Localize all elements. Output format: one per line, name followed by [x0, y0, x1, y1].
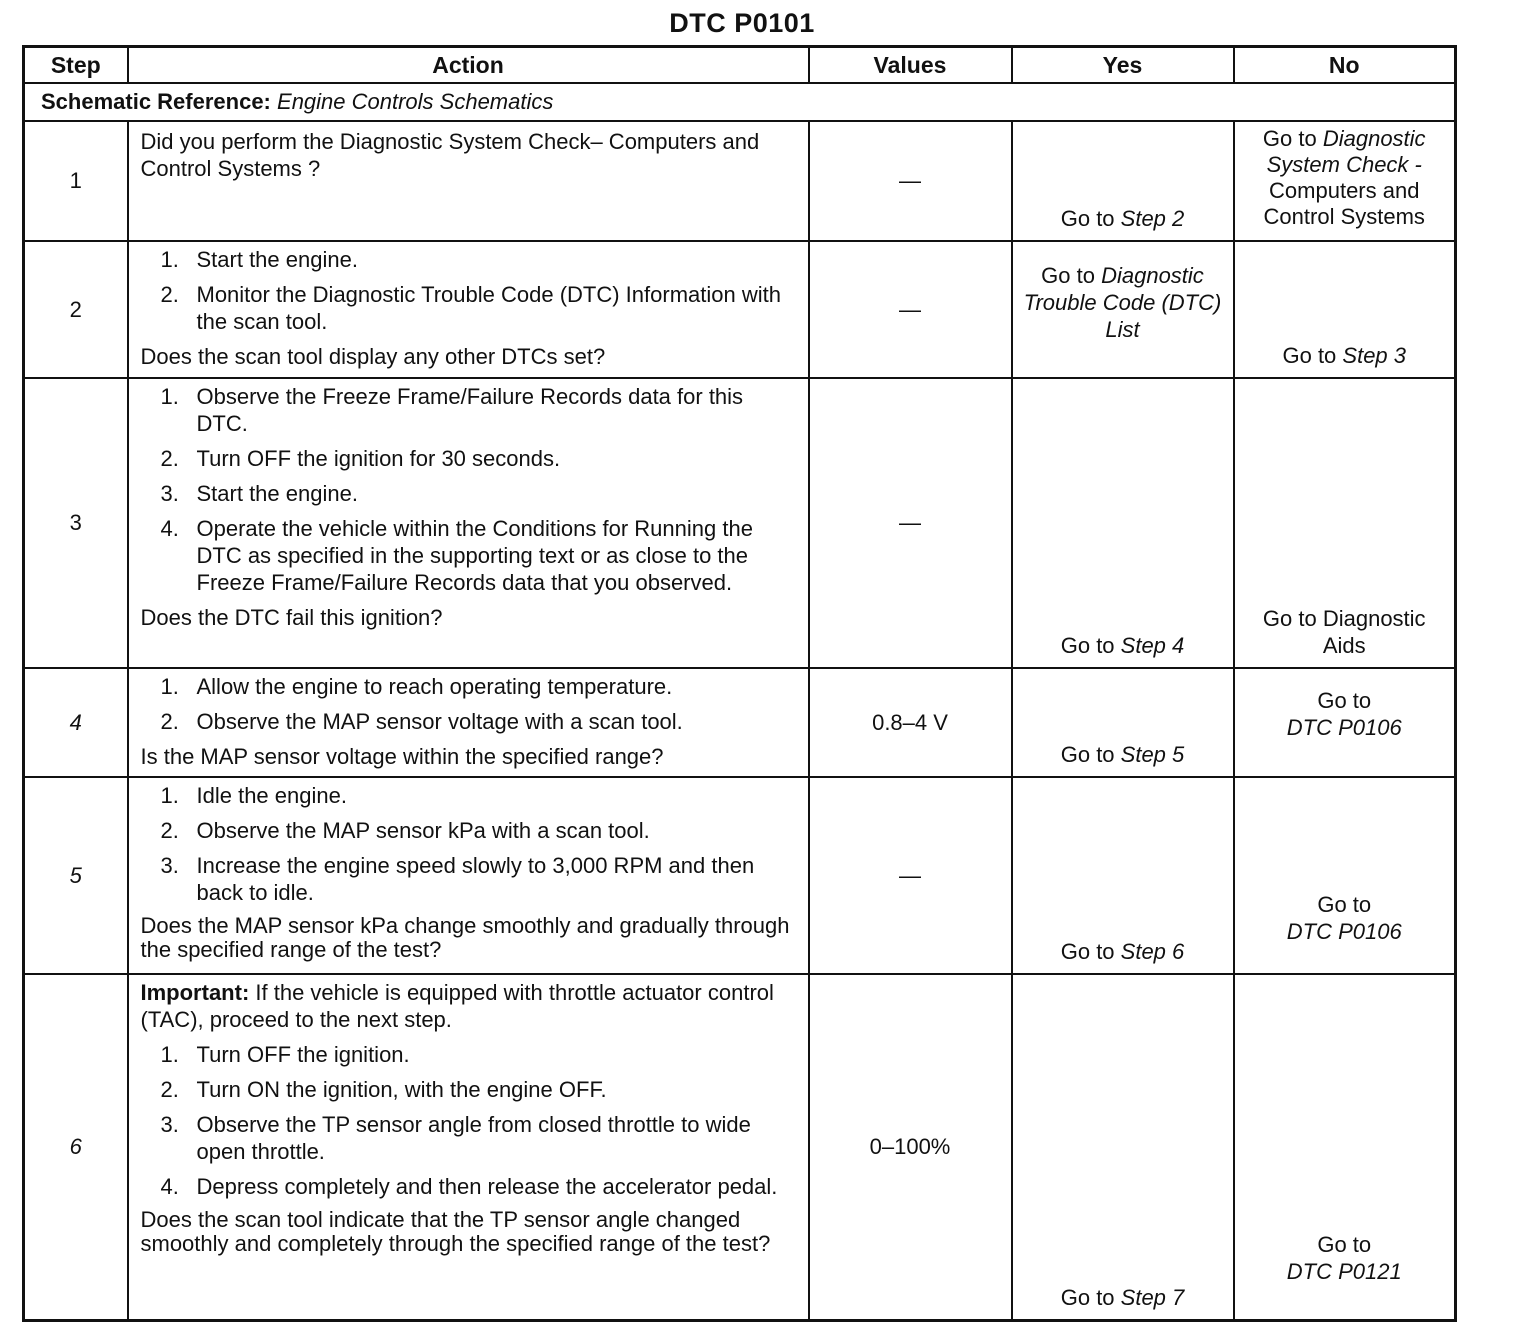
step-number: 2	[24, 241, 128, 378]
action-cell	[128, 777, 809, 974]
action-item: 3. Increase the engine speed slowly to 3,000 RPM and then back to idle.	[160, 853, 755, 905]
yes-prefix: Go to	[1060, 206, 1121, 231]
yes-cell	[1012, 378, 1234, 668]
no-prefix: Go to	[1262, 126, 1323, 151]
document-title: DTC P0101	[669, 8, 815, 38]
schematic-label: Schematic Reference:	[41, 89, 271, 114]
action-item: 1. Allow the engine to reach operating temperature.	[160, 674, 673, 699]
yes-link: Step 4	[1120, 633, 1185, 658]
action-item: 1. Idle the engine.	[160, 783, 347, 808]
action-item: 3. Start the engine.	[160, 481, 358, 506]
header-values: Values	[809, 47, 1012, 84]
no-prefix: Go to	[1317, 1231, 1372, 1257]
table-row	[24, 241, 1456, 378]
no-link: Diagnostic System Check -	[1266, 126, 1426, 177]
table-row	[24, 668, 1456, 777]
schematic-link: Engine Controls Schematics	[277, 89, 554, 114]
step-number: 3	[24, 378, 128, 668]
no-prefix: Go to	[1317, 688, 1372, 713]
yes-cell	[1012, 241, 1234, 378]
yes-prefix: Go to	[1041, 263, 1102, 288]
step-number: 6	[24, 974, 128, 1320]
action-question: Does the scan tool display any other DTCs set?	[140, 344, 606, 369]
action-item: 3. Observe the TP sensor angle from closed throttle to wide open throttle.	[160, 1112, 751, 1164]
yes-link: Step 6	[1120, 939, 1185, 964]
yes-link: Step 7	[1120, 1284, 1185, 1310]
important-note	[141, 979, 800, 1033]
action-item: 4. Operate the vehicle within the Conditions for Running the DTC as specified in the supporting text or as close to the Freeze Frame/Failure Records data that you observed.	[160, 516, 753, 595]
action-item: 2. Observe the MAP sensor kPa with a scan tool.	[160, 818, 650, 843]
yes-link: Diagnostic Trouble Code (DTC) List	[1023, 263, 1222, 342]
yes-link: Step 5	[1120, 742, 1185, 767]
header-yes: Yes	[1012, 47, 1234, 84]
action-item: 1. Turn OFF the ignition.	[160, 1042, 410, 1067]
important-label: Important:	[140, 980, 250, 1005]
action-item: 4. Depress completely and then release the accelerator pedal.	[160, 1174, 778, 1199]
yes-cell	[1012, 121, 1234, 241]
yes-cell	[1012, 974, 1234, 1320]
no-link: Step 3	[1342, 343, 1407, 368]
table-row	[24, 974, 1456, 1320]
no-cell	[1234, 777, 1456, 974]
action-cell	[128, 974, 809, 1320]
values-cell: —	[809, 378, 1012, 668]
table-row	[24, 121, 1456, 241]
action-question: Does the MAP sensor kPa change smoothly and gradually through the specified range of the test?	[140, 913, 790, 962]
no-prefix: Go to	[1282, 343, 1343, 368]
header-step: Step	[24, 47, 128, 84]
dtc-table	[22, 45, 1457, 1322]
no-cell	[1234, 241, 1456, 378]
action-item: 2. Turn OFF the ignition for 30 seconds.	[160, 446, 561, 471]
action-cell	[128, 668, 809, 777]
no-text: Go to Diagnostic Aids	[1262, 606, 1426, 658]
values-cell: —	[809, 777, 1012, 974]
no-cell	[1234, 974, 1456, 1320]
no-cell	[1234, 668, 1456, 777]
yes-prefix: Go to	[1060, 1284, 1121, 1310]
header-row	[24, 47, 1456, 84]
values-cell: —	[809, 121, 1012, 241]
action-question: Does the DTC fail this ignition?	[140, 605, 443, 630]
no-prefix: Go to	[1317, 892, 1372, 917]
action-item: 1. Observe the Freeze Frame/Failure Records data for this DTC.	[160, 384, 744, 436]
no-cell	[1234, 378, 1456, 668]
yes-link: Step 2	[1120, 206, 1185, 231]
action-item: 2. Observe the MAP sensor voltage with a scan tool.	[160, 709, 683, 734]
step-number: 1	[24, 121, 128, 241]
header-action: Action	[128, 47, 809, 84]
header-no: No	[1234, 47, 1456, 84]
values-cell: —	[809, 241, 1012, 378]
action-question: Did you perform the Diagnostic System Check– Computers and Control Systems ?	[140, 129, 760, 181]
yes-cell	[1012, 777, 1234, 974]
no-link: DTC P0121	[1286, 1258, 1402, 1284]
no-link: DTC P0106	[1286, 919, 1402, 944]
step-number: 5	[24, 777, 128, 974]
action-cell	[128, 241, 809, 378]
step-number: 4	[24, 668, 128, 777]
schematic-reference	[24, 83, 1456, 121]
important-text: If the vehicle is equipped with throttle actuator control (TAC), proceed to the next step.	[140, 980, 774, 1032]
yes-cell	[1012, 668, 1234, 777]
values-cell: 0.8–4 V	[809, 668, 1012, 777]
table-row	[24, 378, 1456, 668]
yes-prefix: Go to	[1060, 633, 1121, 658]
action-item: 2. Monitor the Diagnostic Trouble Code (DTC) Information with the scan tool.	[160, 282, 781, 334]
values-cell: 0–100%	[809, 974, 1012, 1320]
yes-prefix: Go to	[1060, 742, 1121, 767]
action-question: Is the MAP sensor voltage within the specified range?	[140, 744, 664, 769]
yes-prefix: Go to	[1060, 939, 1121, 964]
action-cell	[128, 378, 809, 668]
action-cell	[128, 121, 809, 241]
table-row	[24, 777, 1456, 974]
schematic-row	[24, 83, 1456, 121]
no-link: DTC P0106	[1286, 715, 1402, 740]
no-cell	[1234, 121, 1456, 241]
action-item: 1. Start the engine.	[160, 247, 358, 272]
action-question: Does the scan tool indicate that the TP sensor angle changed smoothly and completely through the specified range of the test?	[140, 1207, 771, 1256]
action-item: 2. Turn ON the ignition, with the engine OFF.	[160, 1077, 607, 1102]
no-suffix: Computers and Control Systems	[1263, 178, 1425, 229]
